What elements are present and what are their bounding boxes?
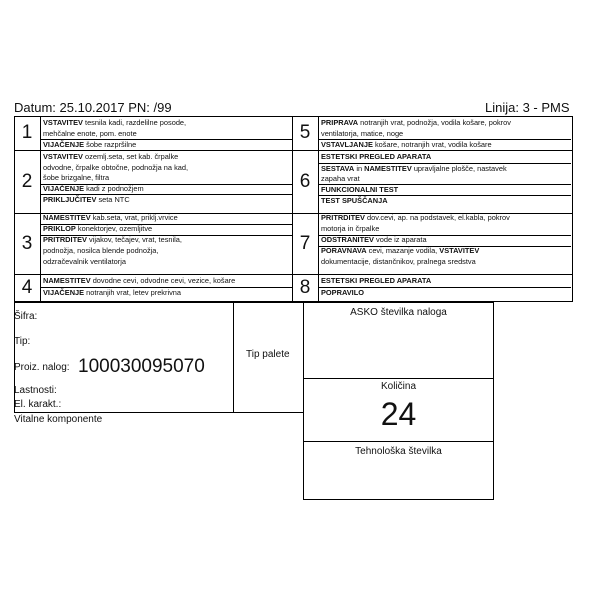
step-detail: podnožja, nosilca blende podnožja,	[43, 246, 159, 255]
step-number: 6	[299, 170, 311, 192]
step-line	[41, 235, 293, 246]
right-divider-2	[303, 441, 494, 442]
step-detail: upravljalne plošče, nastavek	[411, 163, 507, 173]
step-line	[319, 246, 571, 257]
right-divider-1	[303, 378, 494, 379]
step-number: 8	[299, 277, 311, 298]
step-action: FUNKCIONALNI TEST	[321, 184, 399, 194]
step-detail: šobe brizgalne, filtra	[43, 173, 110, 183]
step-line-divider	[41, 194, 293, 195]
step-cell-4	[14, 274, 294, 302]
step-detail: konektorjev, ozemljitve	[75, 224, 153, 234]
step-detail: šobe razpršilne	[84, 139, 137, 149]
step-detail: kab.seta, vrat, priklj.vrvice	[90, 213, 178, 222]
asko-label: ASKO številka naloga	[350, 307, 447, 318]
step-line	[319, 174, 571, 185]
step-number: 5	[299, 122, 311, 143]
step-line	[41, 257, 293, 268]
step-detail: tesnila kadi, razdelilne posode,	[82, 118, 187, 127]
step-detail: dovodne cevi, odvodne cevi, vezice, košare	[90, 276, 236, 285]
date-order-header: Datum: 25.10.2017 PN: /99	[14, 100, 172, 115]
step-line	[41, 163, 293, 174]
lastnosti-label: Lastnosti:	[14, 385, 57, 396]
step-line-divider	[319, 235, 571, 236]
tip-label: Tip:	[14, 336, 31, 347]
step-text	[41, 274, 293, 302]
step-action: PRIPRAVA	[321, 118, 359, 127]
step-line	[41, 140, 293, 151]
step-detail: ventilatorja, matice, noge	[321, 128, 404, 138]
step-action: PRIKLOP	[43, 224, 76, 234]
step-action: TEST SPUŠČANJA	[321, 195, 388, 205]
step-action: NAMESTITEV	[43, 213, 91, 222]
step-line	[41, 288, 293, 299]
step-action: VIJAČENJE	[43, 184, 85, 193]
step-line	[41, 184, 293, 195]
step-text	[319, 150, 571, 213]
step-cell-6	[292, 150, 572, 213]
kolicina-label: Količina	[380, 381, 417, 392]
step-detail: motorja in črpalke	[321, 224, 380, 234]
step-detail: zapaha vrat	[321, 174, 360, 183]
step-line-divider	[41, 287, 293, 288]
step-detail: in	[354, 163, 365, 173]
step-line-divider	[319, 163, 571, 164]
step-number: 7	[299, 232, 311, 254]
step-line-divider	[41, 224, 293, 225]
step-action: VSTAVITEV	[43, 118, 83, 127]
step-text	[41, 150, 293, 213]
step-action: NAMESTITEV	[364, 163, 412, 173]
step-action: ODSTRANITEV	[321, 235, 374, 244]
step-cell-3	[14, 213, 294, 274]
step-action: PRITRDITEV	[43, 235, 87, 244]
step-row-divider	[14, 150, 292, 151]
step-detail: notranjih vrat, letev prekrivna	[84, 287, 182, 297]
step-number: 3	[21, 232, 33, 254]
step-action: PRITRDITEV	[321, 213, 365, 222]
step-detail: odzračevalnik ventilatorja	[43, 256, 126, 266]
step-action: VSTAVLJANJE	[321, 139, 373, 149]
step-detail: dokumentacije, distančnikov, pralnega sredstva	[321, 256, 476, 266]
step-line	[319, 164, 571, 175]
proiz-nalog-label: Proiz. nalog:	[14, 362, 70, 373]
step-line	[319, 224, 571, 235]
step-line-divider	[41, 184, 293, 185]
step-detail: notranjih vrat, podnožja, vodila košare, pokrov	[358, 118, 511, 127]
step-line	[319, 118, 571, 129]
step-action: POPRAVILO	[321, 287, 364, 297]
step-action: VSTAVITEV	[439, 246, 480, 255]
step-line-divider	[319, 246, 571, 247]
step-detail: kadi z podnožjem	[84, 184, 144, 193]
step-line	[319, 129, 571, 140]
step-line	[319, 235, 571, 246]
step-action: VIJAČENJE	[43, 139, 85, 149]
step-line	[41, 118, 293, 129]
step-line	[41, 213, 293, 224]
step-action: PRIKLJUČITEV	[43, 194, 97, 204]
step-action: PORAVNAVA	[321, 246, 367, 255]
step-action: NAMESTITEV	[43, 276, 91, 285]
step-line-divider	[41, 139, 293, 140]
step-action: VSTAVITEV	[43, 152, 83, 161]
step-line	[41, 129, 293, 140]
step-line	[319, 152, 571, 163]
step-action: VIJAČENJE	[43, 287, 85, 297]
step-text	[319, 213, 571, 274]
step-row-divider	[14, 213, 292, 214]
step-detail: cevi, mazanje vodila,	[366, 246, 440, 255]
proiz-nalog-value: 100030095070	[78, 356, 205, 377]
step-line-divider	[319, 287, 571, 288]
step-detail: vode iz aparata	[373, 235, 427, 244]
tehnoloska-label: Tehnološka številka	[355, 446, 442, 457]
step-action: ESTETSKI PREGLED APARATA	[321, 152, 432, 161]
step-line	[41, 152, 293, 163]
step-number: 4	[21, 277, 33, 298]
step-text	[41, 213, 293, 274]
step-number: 2	[21, 170, 33, 192]
step-detail: ozemlj.seta, set kab. črpalke	[82, 152, 179, 161]
step-text	[41, 116, 293, 150]
step-row-divider	[292, 274, 573, 275]
step-detail: košare, notranjih vrat, vodila košare	[372, 139, 492, 149]
step-detail: vijakov, tečajev, vrat, tesnila,	[86, 235, 182, 244]
step-detail: odvodne, črpalke obtočne, podnožja na kad,	[43, 162, 189, 172]
step-detail: seta NTC	[96, 194, 130, 204]
step-detail: dov.cevi, ap. na podstavek, el.kabla, pokrov	[364, 213, 510, 222]
step-line	[319, 140, 571, 151]
step-line	[41, 173, 293, 184]
step-line	[41, 246, 293, 257]
step-number: 1	[21, 122, 33, 143]
step-row-divider	[292, 150, 573, 151]
step-row-divider	[292, 213, 573, 214]
step-line	[319, 213, 571, 224]
step-cell-1	[14, 116, 294, 150]
step-line	[41, 276, 293, 287]
kolicina-value: 24	[380, 396, 417, 432]
step-cell-8	[292, 274, 572, 302]
line-label: Linija: 3 - PMS	[485, 100, 570, 115]
step-line	[319, 196, 571, 207]
step-cell-2	[14, 150, 294, 213]
step-action: SESTAVA	[321, 163, 355, 173]
step-detail: mehčalne enote, pom. enote	[43, 128, 137, 138]
step-line	[319, 288, 571, 299]
step-text	[319, 116, 571, 150]
step-line	[319, 185, 571, 196]
tip-palete-label: Tip palete	[246, 349, 290, 360]
step-cell-5	[292, 116, 572, 150]
el-karakt-label: El. karakt.:	[14, 399, 62, 410]
step-line	[41, 224, 293, 235]
step-cell-7	[292, 213, 572, 274]
step-line	[319, 276, 571, 287]
step-action: ESTETSKI PREGLED APARATA	[321, 276, 432, 285]
step-line	[41, 195, 293, 206]
step-line-divider	[319, 139, 571, 140]
step-row-divider	[14, 274, 292, 275]
vitalne-komponente-label: Vitalne komponente	[14, 414, 103, 425]
step-text	[319, 274, 571, 302]
sifra-label: Šifra:	[14, 311, 38, 322]
step-line-divider	[319, 195, 571, 196]
step-line	[319, 257, 571, 268]
step-line-divider	[41, 235, 293, 236]
step-line-divider	[319, 184, 571, 185]
